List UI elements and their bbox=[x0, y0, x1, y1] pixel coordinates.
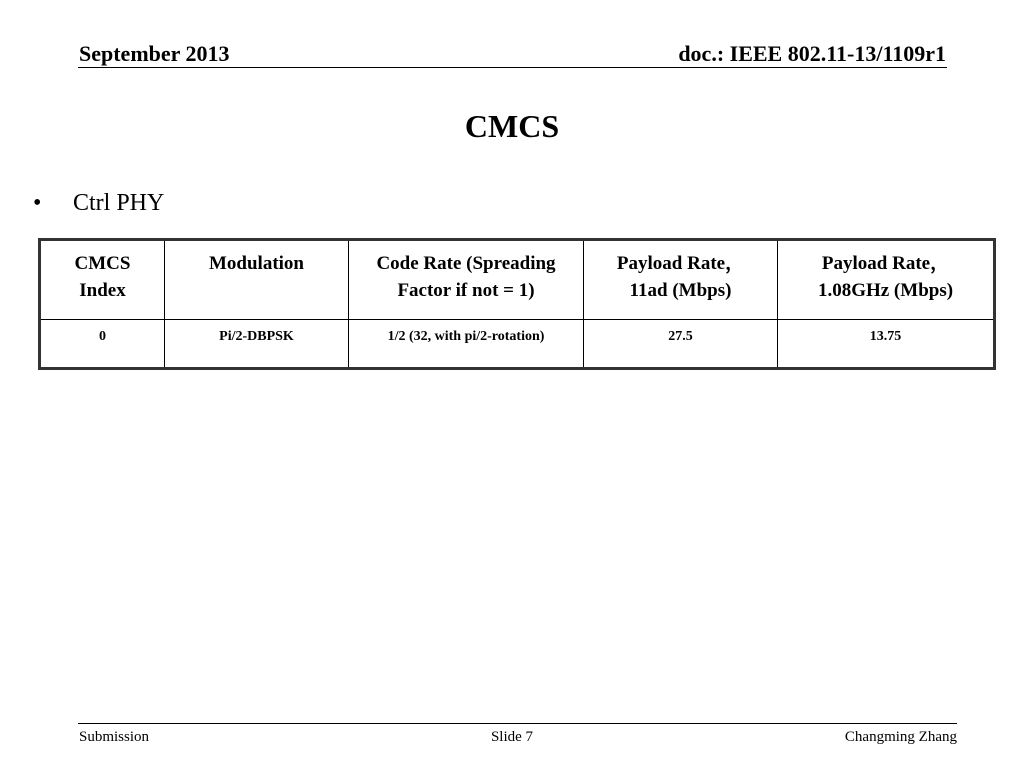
slide-title: CMCS bbox=[464, 108, 560, 144]
table-row bbox=[40, 320, 995, 369]
cell-payload-rate-108ghz: 13.75 bbox=[778, 320, 995, 369]
bullet-text: Ctrl PHY bbox=[73, 190, 165, 216]
header-payload-rate-11ad: Payload Rate， 11ad (Mbps) bbox=[584, 240, 778, 320]
cell-code-rate: 1/2 (32, with pi/2-rotation) bbox=[349, 320, 584, 369]
bullet-icon: • bbox=[33, 190, 42, 216]
cell-cmcs-index: 0 bbox=[40, 320, 165, 369]
cell-modulation: Pi/2-DBPSK bbox=[165, 320, 349, 369]
cell-payload-rate-11ad: 27.5 bbox=[584, 320, 778, 369]
header-divider bbox=[78, 67, 947, 68]
header-date: September 2013 bbox=[79, 41, 230, 66]
footer-author: Changming Zhang bbox=[844, 729, 957, 745]
header-code-rate: Code Rate (Spreading Factor if not = 1) bbox=[349, 240, 584, 320]
cmcs-table bbox=[38, 238, 996, 370]
header-cmcs-index: CMCS Index bbox=[40, 240, 165, 320]
footer-divider bbox=[78, 723, 957, 724]
header-payload-rate-108ghz: Payload Rate， 1.08GHz (Mbps) bbox=[778, 240, 995, 320]
footer-submission: Submission bbox=[79, 729, 150, 745]
bullet-item bbox=[33, 188, 164, 218]
footer-slide-number: Slide 7 bbox=[490, 729, 534, 745]
header-modulation: Modulation bbox=[165, 240, 349, 320]
header-doc-id: doc.: IEEE 802.11-13/1109r1 bbox=[678, 41, 946, 66]
table-header-row bbox=[40, 240, 995, 320]
